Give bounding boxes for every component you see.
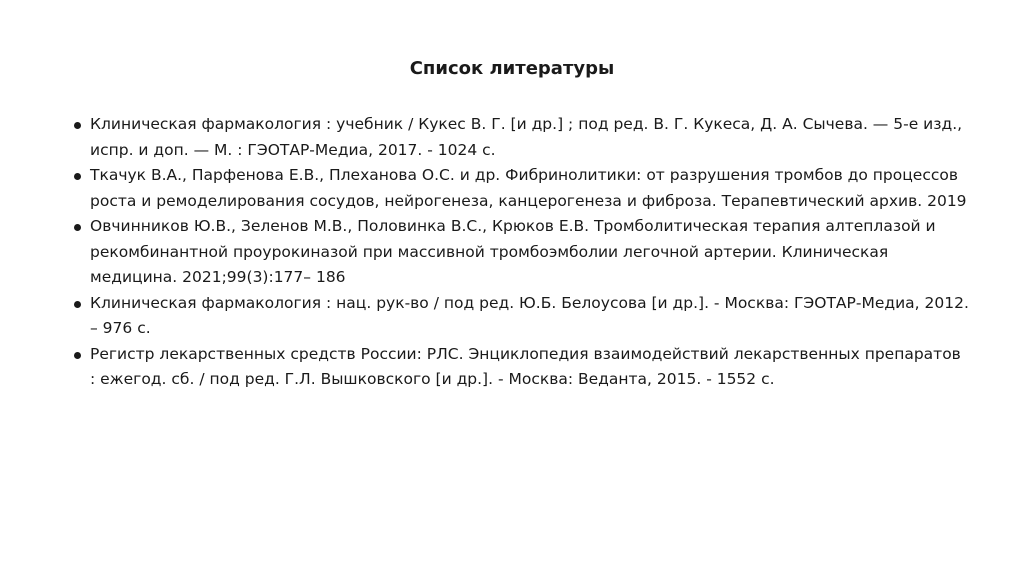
bullet-icon bbox=[74, 173, 81, 180]
reference-item bbox=[70, 342, 970, 393]
bullet-icon bbox=[74, 301, 81, 308]
bullet-icon bbox=[74, 352, 81, 359]
reference-item bbox=[70, 214, 970, 291]
reference-item bbox=[70, 163, 970, 214]
reference-text: Клиническая фармакология : нац. рук-во / под ред. Ю.Б. Белоусова [и др.]. - Москва: ГЭОТАР-Медиа, 2012. – 976 с. bbox=[90, 293, 969, 337]
reference-item bbox=[70, 112, 970, 163]
reference-text: Ткачук В.А., Парфенова Е.В., Плеханова О.С. и др. Фибринолитики: от разрушения тромбов до процессов роста и ремоделирования сосудов, нейрогенеза, канцерогенеза и фиброза. Терапевтический архив. 2019 bbox=[90, 166, 967, 210]
reference-list bbox=[70, 112, 970, 393]
reference-item bbox=[70, 291, 970, 342]
reference-text: Овчинников Ю.В., Зеленов М.В., Половинка В.С., Крюков Е.В. Тромболитическая терапия алтеплазой и рекомбинантной проурокиназой при массивной тромбоэмболии легочной артерии. Клиническая медицина. 2021;99(3):177– 186 bbox=[90, 217, 936, 286]
page-title: Список литературы bbox=[409, 58, 615, 79]
reference-text: Клиническая фармакология : учебник / Кукес В. Г. [и др.] ; под ред. В. Г. Кукеса, Д. А. Сычева. — 5-е изд., испр. и доп. — М. : ГЭОТАР-Медиа, 2017. - 1024 с. bbox=[90, 115, 963, 159]
reference-text: Регистр лекарственных средств России: РЛС. Энциклопедия взаимодействий лекарственных препаратов : ежегод. сб. / под ред. Г.Л. Вышковского [и др.]. - Москва: Веданта, 2015. - 1552 с. bbox=[90, 344, 961, 388]
bullet-icon bbox=[74, 224, 81, 231]
bullet-icon bbox=[74, 122, 81, 129]
